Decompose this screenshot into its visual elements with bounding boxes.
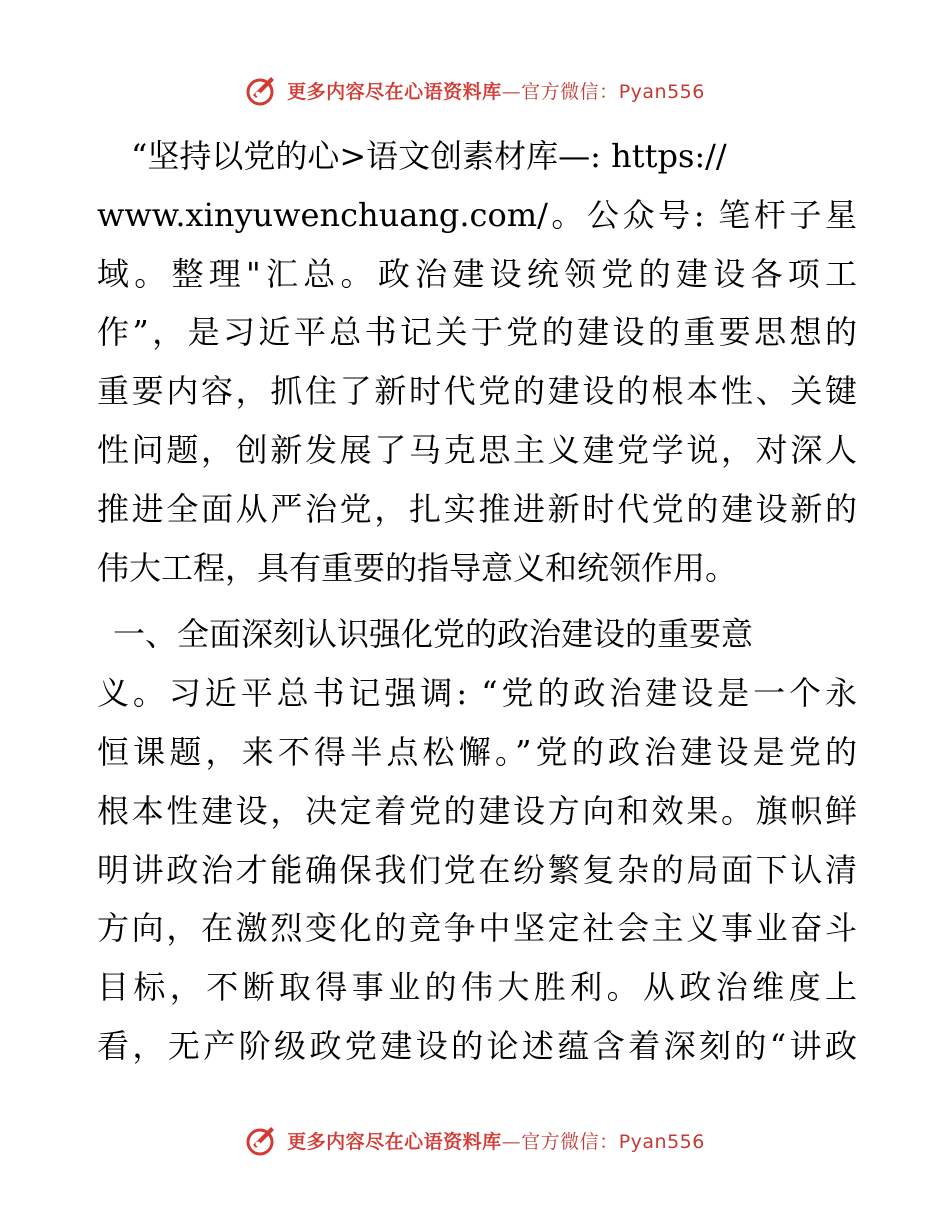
text-line: “坚持以党的心>语文创素材库—: https://: [131, 137, 727, 175]
header-banner-text: 更多内容尽在心语资料库—官方微信：Pyan556: [287, 80, 705, 103]
text-line: 重要内容，抓住了新时代党的建设的根本性、关键: [97, 372, 857, 411]
text-line: 明讲政治才能确保我们党在纷繁复杂的局面下认清: [97, 850, 857, 889]
pen-logo-icon: [245, 1123, 279, 1157]
text-line: 根本性建设，决定着党的建设方向和效果。旗帜鲜: [97, 791, 857, 830]
footer-watermark-banner: [0, 1120, 950, 1160]
text-line: 性问题，创新发展了马克思主义建党学说，对深人: [97, 430, 857, 469]
header-watermark-banner: [0, 70, 950, 110]
footer-banner-text: 更多内容尽在心语资料库—官方微信：Pyan556: [287, 1130, 705, 1153]
text-line: 恒课题，来不得半点松懈。”党的政治建设是党的: [97, 732, 857, 771]
text-line: 看，无产阶级政党建设的论述蕴含着深刻的“讲政: [97, 1026, 857, 1065]
section-heading-line: 一、全面深刻认识强化党的政治建设的重要意: [113, 615, 754, 654]
paragraph-intro: [97, 127, 857, 597]
text-line: 目标，不断取得事业的伟大胜利。从政治维度上: [97, 968, 857, 1007]
pen-logo-icon: [245, 73, 279, 107]
text-line: 伟大工程，具有重要的指导意义和统领作用。: [97, 548, 738, 587]
text-line: 义。习近平总书记强调: “党的政治建设是一个永: [97, 674, 857, 713]
document-body: [97, 127, 857, 1076]
paragraph-section-one: [97, 605, 857, 1075]
text-line: 方向，在激烈变化的竞争中坚定社会主义事业奋斗: [97, 909, 857, 948]
text-line: 推进全面从严治党，扎实推进新时代党的建设新的: [97, 489, 857, 528]
text-line: 作”，是习近平总书记关于党的建设的重要思想的: [97, 313, 857, 352]
text-line: 域。整理"汇总。政治建设统领党的建设各项工: [97, 254, 857, 293]
text-line: www.xinyuwenchuang.com/。公众号: 笔杆子星: [97, 195, 857, 234]
